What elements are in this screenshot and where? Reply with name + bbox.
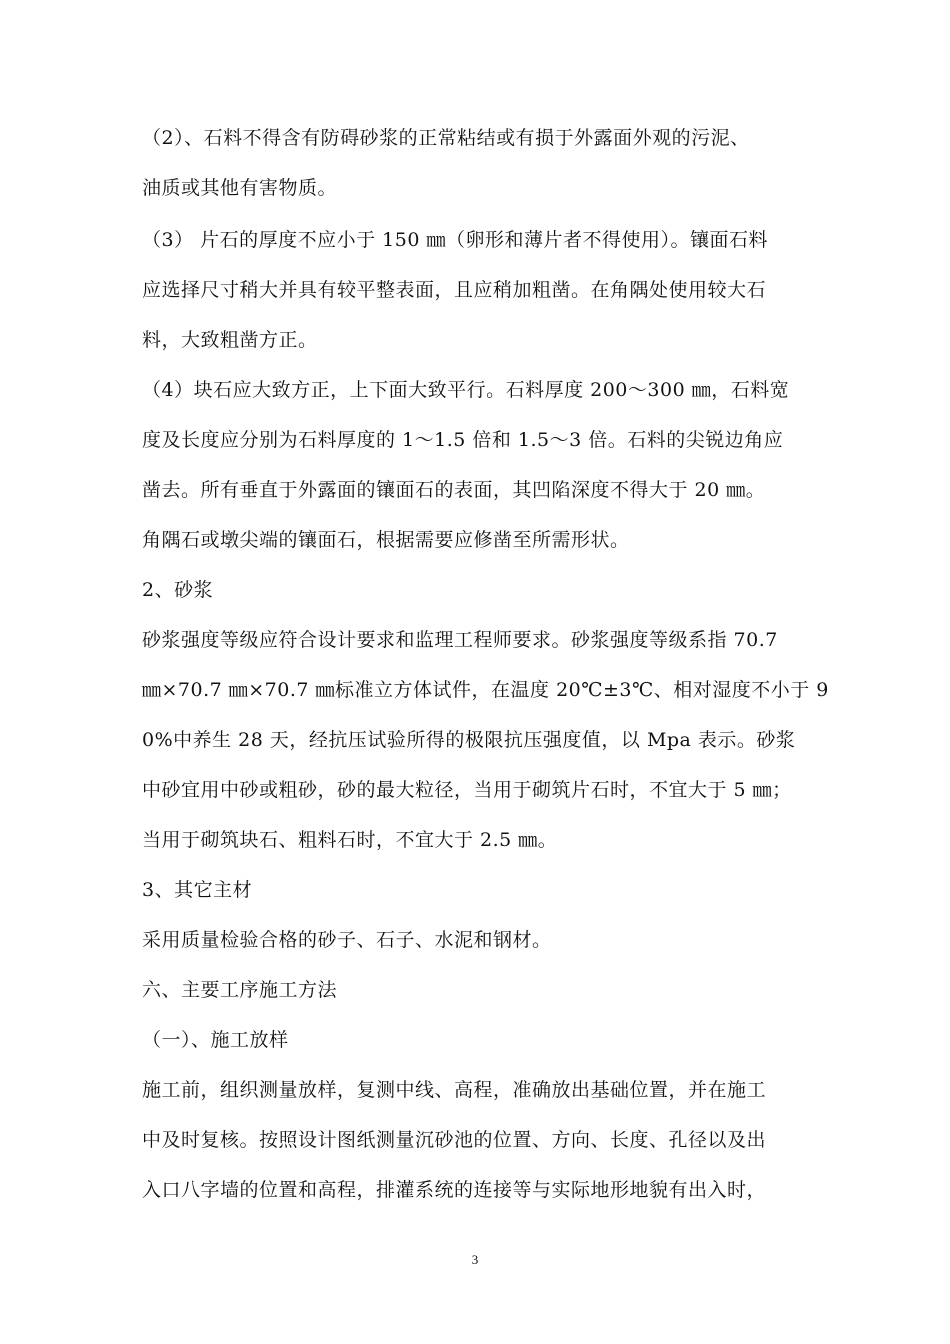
text-line: 凿去。所有垂直于外露面的镶面石的表面，其凹陷深度不得大于 20 ㎜。 xyxy=(142,479,766,501)
text-line: 油质或其他有害物质。 xyxy=(142,177,338,199)
text-line: 中及时复核。按照设计图纸测量沉砂池的位置、方向、长度、孔径以及出 xyxy=(142,1129,767,1151)
text-line: 中砂宜用中砂或粗砂，砂的最大粒径，当用于砌筑片石时，不宜大于 5 ㎜； xyxy=(142,779,792,801)
text-line: 料，大致粗凿方正。 xyxy=(142,329,318,351)
text-line: 角隅石或墩尖端的镶面石，根据需要应修凿至所需形状。 xyxy=(142,529,630,551)
text-line: 施工前，组织测量放样，复测中线、高程，准确放出基础位置，并在施工 xyxy=(142,1079,767,1101)
text-line: （4）块石应大致方正，上下面大致平行。石料厚度 200～300 ㎜，石料宽 xyxy=(142,379,790,401)
section-heading: 3、其它主材 xyxy=(142,879,253,901)
text-line: 0%中养生 28 天，经抗压试验所得的极限抗压强度值，以 Mpa 表示。砂浆 xyxy=(142,729,796,751)
section-heading: 六、主要工序施工方法 xyxy=(142,979,338,1001)
text-line: 应选择尺寸稍大并具有较平整表面，且应稍加粗凿。在角隅处使用较大石 xyxy=(142,279,767,301)
text-line: 当用于砌筑块石、粗料石时，不宜大于 2.5 ㎜。 xyxy=(142,829,558,851)
text-line: （3） 片石的厚度不应小于 150 ㎜（卵形和薄片者不得使用）。镶面石料 xyxy=(142,229,768,251)
text-line: 入口八字墙的位置和高程，排灌系统的连接等与实际地形地貌有出入时， xyxy=(142,1179,767,1201)
subsection-heading: （一）、施工放样 xyxy=(142,1029,289,1051)
text-line: 砂浆强度等级应符合设计要求和监理工程师要求。砂浆强度等级系指 70.7 xyxy=(142,629,778,651)
text-line: （2）、石料不得含有防碍砂浆的正常粘结或有损于外露面外观的污泥、 xyxy=(142,127,750,149)
page-number: 3 xyxy=(471,1252,479,1267)
text-line: 采用质量检验合格的砂子、石子、水泥和钢材。 xyxy=(142,929,552,951)
section-heading: 2、砂浆 xyxy=(142,579,214,601)
text-line: ㎜×70.7 ㎜×70.7 ㎜标准立方体试件，在温度 20℃±3℃、相对湿度不小于 9 xyxy=(142,679,829,701)
text-line: 度及长度应分别为石料厚度的 1～1.5 倍和 1.5～3 倍。石料的尖锐边角应 xyxy=(142,429,784,451)
